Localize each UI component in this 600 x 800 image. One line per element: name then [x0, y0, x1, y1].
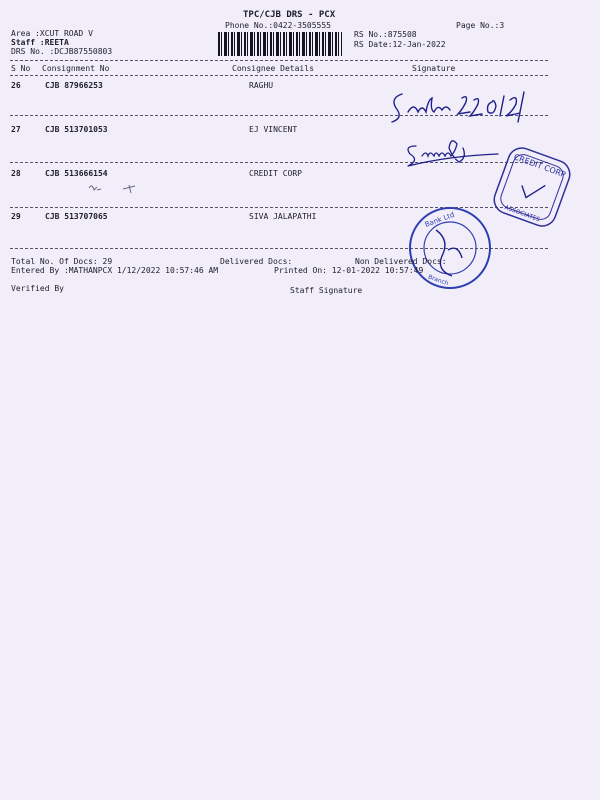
- col-signature: Signature: [412, 64, 456, 73]
- phone-number: Phone No.:0422-3505555: [225, 21, 331, 30]
- row-sno: 26: [11, 81, 21, 90]
- row-sno: 27: [11, 125, 21, 134]
- total-docs: Total No. Of Docs: 29: [11, 257, 113, 266]
- staff-signature: Staff Signature: [290, 286, 363, 295]
- page-number: Page No.:3: [456, 21, 505, 30]
- row-consignee: SIVA JALAPATHI: [249, 212, 317, 221]
- col-consignee: Consignee Details: [232, 64, 314, 73]
- route-title: TPC/CJB DRS - PCX: [243, 10, 336, 20]
- printed-on: Printed On: 12-01-2022 10:57:49: [274, 266, 424, 275]
- rs-number: RS No.:875508: [354, 30, 417, 39]
- barcode: [218, 32, 342, 56]
- rs-date: RS Date:12-Jan-2022: [354, 40, 446, 49]
- divider: [10, 60, 548, 61]
- signature-handwriting: [386, 88, 558, 126]
- svg-text:Branch: Branch: [427, 273, 450, 288]
- delivered-docs: Delivered Docs:: [220, 257, 293, 266]
- svg-text:ASSOCIATES: ASSOCIATES: [503, 204, 541, 224]
- bank-stamp: [400, 200, 500, 300]
- svg-text:Bank Ltd: Bank Ltd: [423, 210, 456, 229]
- row-sno: 28: [11, 169, 21, 178]
- row-consignee: RAGHU: [249, 81, 274, 90]
- svg-text:CREDIT CORP: CREDIT CORP: [512, 152, 567, 180]
- company-stamp: [492, 146, 572, 228]
- non-delivered-docs: Non Delivered Docs:: [355, 257, 447, 266]
- col-consignment: Consignment No: [42, 64, 110, 73]
- area-label: Area :XCUT ROAD V: [11, 29, 93, 38]
- row-sno: 29: [11, 212, 21, 221]
- drs-number: DRS No. :DCJB87550803: [11, 47, 113, 56]
- entered-by: Entered By :MATHANPCX 1/12/2022 10:57:46 AM: [11, 266, 219, 275]
- verified-by: Verified By: [11, 284, 64, 293]
- pencil-mark: [85, 180, 145, 198]
- row-consignment: CJB 513666154: [45, 169, 108, 178]
- divider: [10, 75, 548, 76]
- staff-label: Staff :REETA: [11, 38, 69, 47]
- row-consignment: CJB 513701053: [45, 125, 108, 134]
- col-sno: S No: [11, 64, 31, 73]
- row-consignment: CJB 87966253: [45, 81, 103, 90]
- row-consignment: CJB 513707065: [45, 212, 108, 221]
- row-consignee: EJ VINCENT: [249, 125, 298, 134]
- row-consignee: CREDIT CORP: [249, 169, 302, 178]
